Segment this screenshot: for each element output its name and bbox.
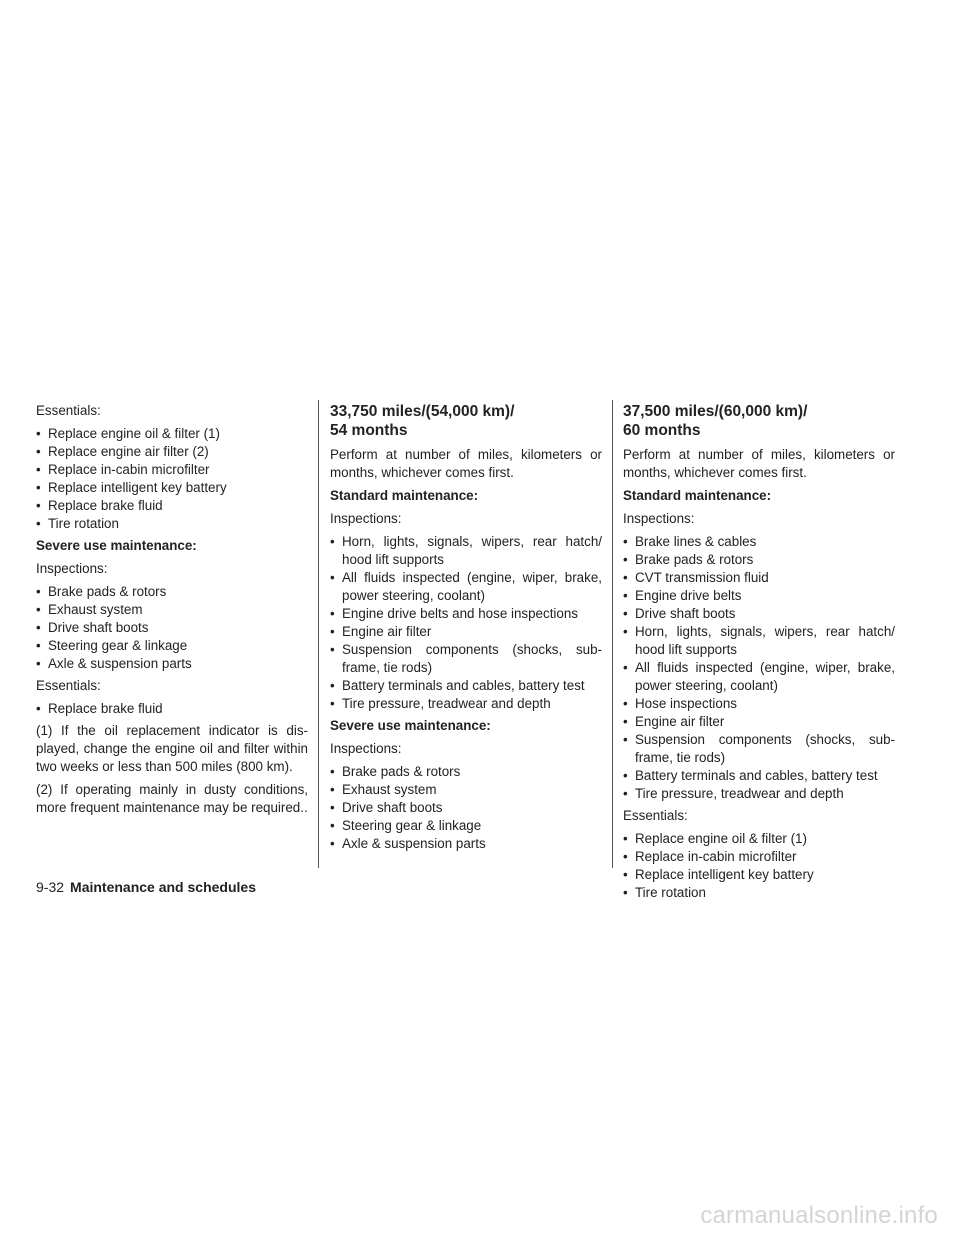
inspections-list [330,533,602,713]
inspections-label: Inspections: [623,511,695,526]
list-item: • Replace engine oil & filter (1) [623,830,895,848]
list-item: • Replace intelligent key battery [36,479,308,497]
list-item: • Hose inspections [623,695,895,713]
inspections-list [36,583,308,673]
essentials-label-2: Essentials: [36,678,101,693]
interval-heading-37500 [623,402,895,440]
list-item: • Replace intelligent key battery [623,866,895,884]
list-item: • Tire pressure, treadwear and depth [623,785,895,803]
column-2 [330,402,602,857]
list-item: • Engine drive belts and hose inspections [330,605,602,623]
heading-line-2: 54 months [330,422,408,439]
severe-inspections-label: Inspections: [330,741,402,756]
list-item: • Replace brake fluid [36,497,308,515]
list-item: • Battery terminals and cables, battery test [623,767,895,785]
list-item: • Exhaust system [330,781,602,799]
page-number: 9-32 [36,879,65,895]
list-item: • Suspension components (shocks, sub- frame, tie rods) [330,641,602,677]
severe-inspections-list [330,763,602,853]
list-item: • Brake pads & rotors [623,551,895,569]
list-item: • Engine drive belts [623,587,895,605]
interval-intro: Perform at number of miles, kilometers or months, whichever comes first. [330,447,602,480]
list-item: • Axle & suspension parts [36,655,308,673]
essentials-list [623,830,895,902]
column-divider-2 [612,400,613,868]
list-item: • All fluids inspected (engine, wiper, brake, power steering, coolant) [330,569,602,605]
column-3 [623,402,895,906]
watermark: carmanualsonline.info [700,1202,938,1229]
list-item: • Brake pads & rotors [330,763,602,781]
list-item: • Replace in-cabin microfilter [36,461,308,479]
interval-intro: Perform at number of miles, kilometers or months, whichever comes first. [623,447,895,480]
list-item: • Tire rotation [623,884,895,902]
list-item: • Tire rotation [36,515,308,533]
list-item: • Horn, lights, signals, wipers, rear hatch/ hood lift supports [623,623,895,659]
interval-heading-33750 [330,402,602,440]
list-item: • Brake lines & cables [623,533,895,551]
column-divider-1 [318,400,319,868]
footnote-2: (2) If operating mainly in dusty conditions, more frequent maintenance may be required.. [36,782,308,815]
essentials-label: Essentials: [36,403,101,418]
list-item: • Horn, lights, signals, wipers, rear hatch/ hood lift supports [330,533,602,569]
standard-maintenance-heading: Standard maintenance: [623,488,772,503]
column-1 [36,402,308,822]
list-item: • Replace engine air filter (2) [36,443,308,461]
list-item: • All fluids inspected (engine, wiper, brake, power steering, coolant) [623,659,895,695]
inspections-list [623,533,895,803]
list-item: • Brake pads & rotors [36,583,308,601]
list-item: • Suspension components (shocks, sub- frame, tie rods) [623,731,895,767]
list-item: • Battery terminals and cables, battery test [330,677,602,695]
list-item: • CVT transmission fluid [623,569,895,587]
list-item: • Drive shaft boots [36,619,308,637]
list-item: • Steering gear & linkage [36,637,308,655]
heading-line-1: 37,500 miles/(60,000 km)/ [623,403,808,420]
severe-use-heading: Severe use maintenance: [330,718,491,733]
footnote-1: (1) If the oil replacement indicator is dis- played, change the engine oil and filter within two weeks or less than 500 miles (800 km). [36,723,308,774]
standard-maintenance-heading: Standard maintenance: [330,488,479,503]
heading-line-1: 33,750 miles/(54,000 km)/ [330,403,515,420]
list-item: • Engine air filter [623,713,895,731]
list-item: • Engine air filter [330,623,602,641]
severe-use-heading: Severe use maintenance: [36,538,197,553]
list-item: • Replace engine oil & filter (1) [36,425,308,443]
inspections-label: Inspections: [330,511,402,526]
inspections-label: Inspections: [36,561,108,576]
section-title: Maintenance and schedules [70,879,256,895]
list-item: • Tire pressure, treadwear and depth [330,695,602,713]
essentials-label: Essentials: [623,808,688,823]
heading-line-2: 60 months [623,422,701,439]
list-item: • Axle & suspension parts [330,835,602,853]
essentials-list [36,425,308,533]
essentials-list-2 [36,700,308,718]
list-item: • Drive shaft boots [623,605,895,623]
list-item: • Replace brake fluid [36,700,308,718]
list-item: • Steering gear & linkage [330,817,602,835]
list-item: • Replace in-cabin microfilter [623,848,895,866]
list-item: • Drive shaft boots [330,799,602,817]
page-footer [36,878,256,896]
list-item: • Exhaust system [36,601,308,619]
